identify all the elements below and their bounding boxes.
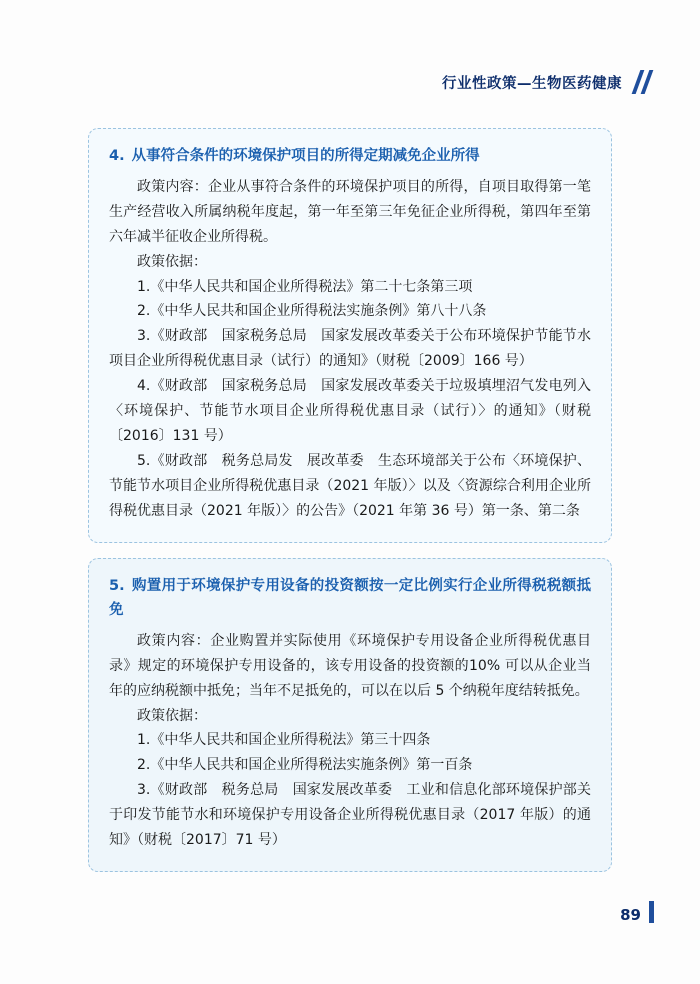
policy-content-label-4: 政策内容： xyxy=(137,178,208,195)
policy-basis-item: 5.《财政部 税务总局发 展改革委 生态环境部关于公布〈环境保护、节能节水项目企业所得税优惠目录（2021 年版）〉以及〈资源综合利用企业所得税优惠目录（2021 年版）〉的公告》（2021 年第 36 号）第一条、第二条 xyxy=(109,452,591,519)
policy-basis-item: 2.《中华人民共和国企业所得税法实施条例》第八十八条 xyxy=(137,303,487,320)
policy-basis-item: 2.《中华人民共和国企业所得税法实施条例》第一百条 xyxy=(137,757,473,774)
policy-card-4 xyxy=(88,128,612,543)
policy-basis-item: 1.《中华人民共和国企业所得税法》第三十四条 xyxy=(137,732,431,749)
policy-basis-label-4: 政策依据： xyxy=(137,253,207,270)
policy-title-text-5: 购置用于环境保护专用设备的投资额按一定比例实行企业所得税税额抵免 xyxy=(109,578,591,618)
policy-number-5: 5. xyxy=(109,578,125,594)
policy-title-text-4: 从事符合条件的环境保护项目的所得定期减免企业所得 xyxy=(131,148,480,164)
policy-content-text-4: 企业从事符合条件的环境保护项目的所得，自项目取得第一笔生产经营收入所属纳税年度起，第一年至第三年免征企业所得税，第四年至第六年减半征收企业所得税。 xyxy=(109,178,591,245)
policy-content-5 xyxy=(109,629,591,704)
footer-accent-bar xyxy=(649,901,654,923)
policy-content-4 xyxy=(109,175,591,250)
page-footer xyxy=(620,901,654,924)
policy-card-5 xyxy=(88,558,612,872)
policy-basis-item: 3.《财政部 税务总局 国家发展改革委 工业和信息化部环境保护部关于印发节能节水和环境保护专用设备企业所得税优惠目录（2017 年版）的通知》（财税〔2017〕71 号） xyxy=(109,782,591,849)
page-header xyxy=(442,70,654,94)
policy-basis-item: 1.《中华人民共和国企业所得税法》第二十七条第三项 xyxy=(137,278,473,295)
policy-title-5 xyxy=(109,575,591,623)
policy-title-4 xyxy=(109,145,591,169)
policy-basis-item: 4.《财政部 国家税务总局 国家发展改革委关于垃圾填埋沼气发电列入〈环境保护、节能节水项目企业所得税优惠目录（试行）〉的通知》（财税〔2016〕131 号） xyxy=(109,378,591,444)
policy-content-text-5: 企业购置并实际使用《环境保护专用设备企业所得税优惠目录》规定的环境保护专用设备的，该专用设备的投资额的10% 可以从企业当年的应纳税额中抵免；当年不足抵免的，可以在以后 5 个纳税年度结转抵免。 xyxy=(109,632,592,699)
double-slash-icon xyxy=(632,70,654,94)
policy-basis-label-5: 政策依据： xyxy=(137,707,207,724)
policy-content-label-5: 政策内容： xyxy=(137,632,211,649)
page-number: 89 xyxy=(620,906,641,924)
header-title: 行业性政策—生物医药健康 xyxy=(442,75,622,92)
policy-number-4: 4. xyxy=(109,148,125,164)
policy-basis-item: 3.《财政部 国家税务总局 国家发展改革委关于公布环境保护节能节水项目企业所得税优惠目录（试行）的通知》（财税〔2009〕166 号） xyxy=(109,328,591,370)
